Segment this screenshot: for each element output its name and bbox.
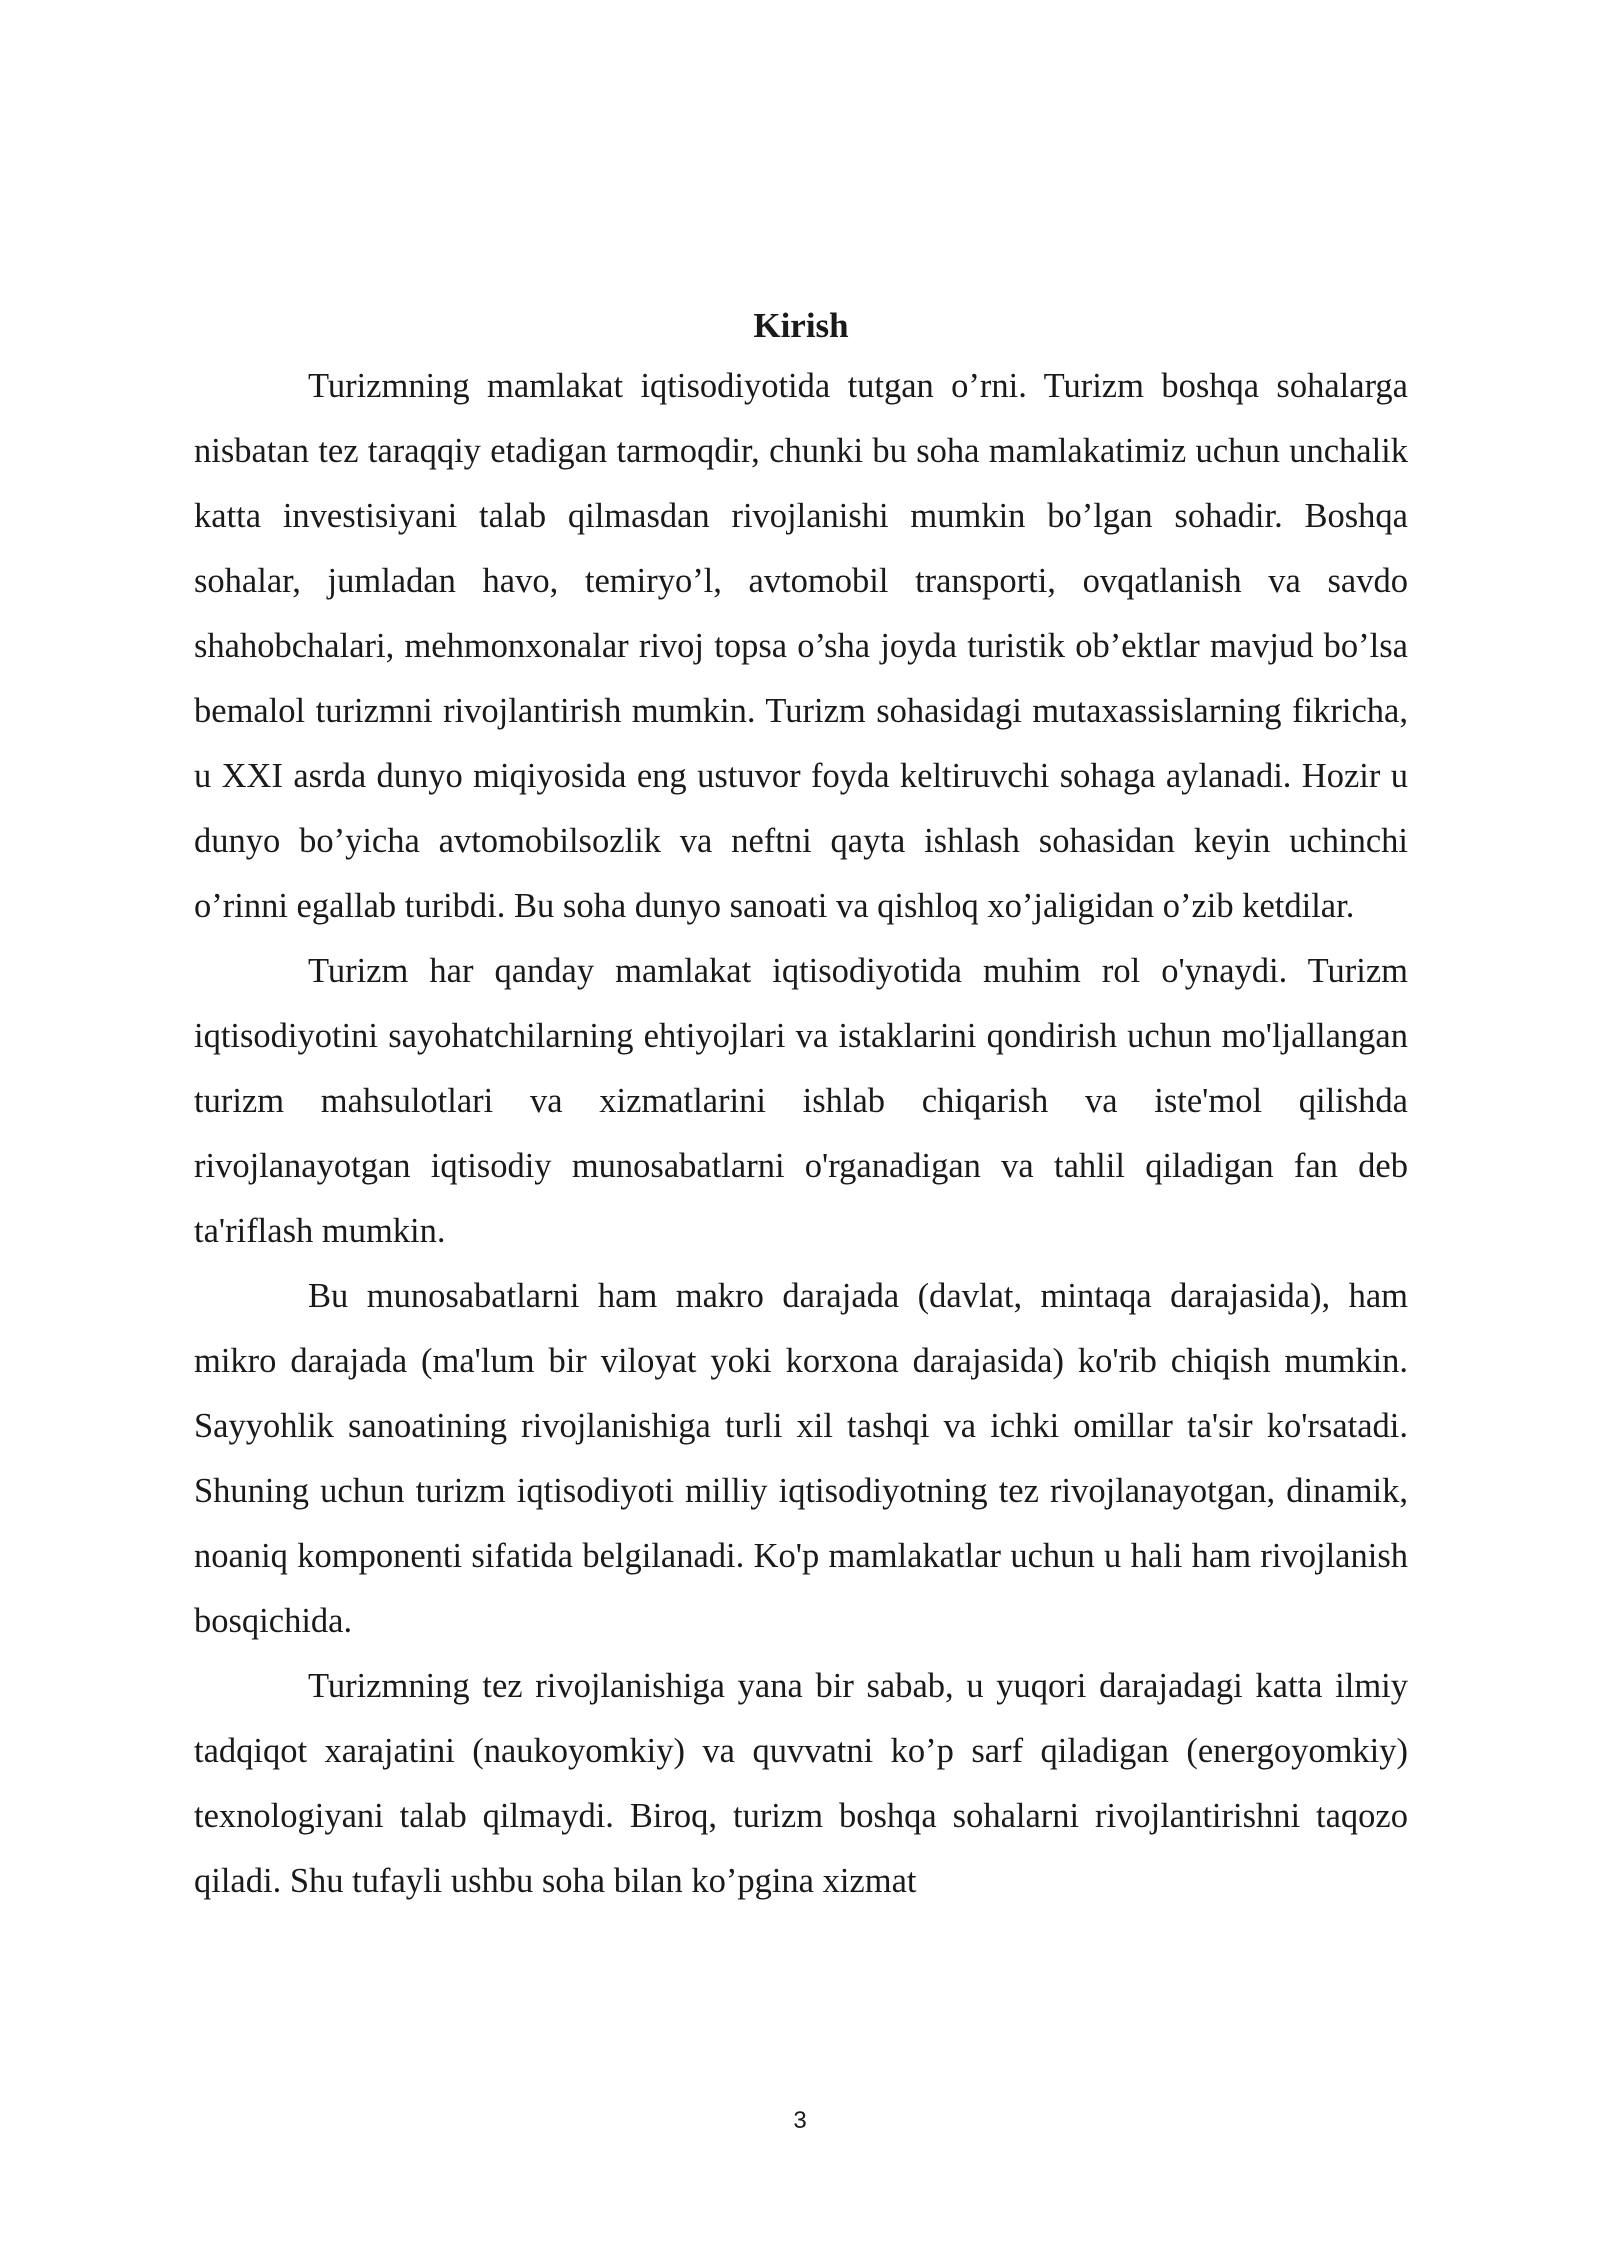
section-heading: Kirish — [753, 306, 849, 345]
page-number: 3 — [793, 2107, 807, 2134]
document-body — [194, 298, 1408, 1914]
paragraph-3: Bu munosabatlarni ham makro darajada (davlat, mintaqa darajasida), ham mikro darajada (ma'lum bir viloyat yoki korxona darajasida) ko'rib chiqish mumkin. Sayyohlik sanoatining rivojlanishiga turli xil tashqi va ichki omillar ta'sir ko'rsatadi. Shuning uchun turizm iqtisodiyoti milliy iqtisodiyotning tez rivojlanayotgan, dinamik, noaniq komponenti sifatida belgilanadi. Ko'p mamlakatlar uchun u hali ham rivojlanish bosqichida. — [194, 1277, 1408, 1640]
paragraph-4: Turizmning tez rivojlanishiga yana bir sabab, u yuqori darajadagi katta ilmiy tadqiqot xarajatini (naukoyomkiy) va quvvatni ko’p sarf qiladigan (energoyomkiy) texnologiyani talab qilmaydi. Biroq, turizm boshqa sohalarni rivojlantirishni taqozo qiladi. Shu tufayli ushbu soha bilan ko’pgina xizmat — [194, 1667, 1408, 1900]
paragraph-2: Turizm har qanday mamlakat iqtisodiyotida muhim rol o'ynaydi. Turizm iqtisodiyotini sayohatchilarning ehtiyojlari va istaklarini qondirish uchun mo'ljallangan turizm mahsulotlari va xizmatlarini ishlab chiqarish va iste'mol qilishda rivojlanayotgan iqtisodiy munosabatlarni o'rganadigan va tahlil qiladigan fan deb ta'riflash mumkin. — [194, 952, 1408, 1250]
paragraph-1: Turizmning mamlakat iqtisodiyotida tutgan o’rni. Turizm boshqa sohalarga nisbatan tez taraqqiy etadigan tarmoqdir, chunki bu soha mamlakatimiz uchun unchalik katta investisiyani talab qilmasdan rivojlanishi mumkin bo’lgan sohadir. Boshqa sohalar, jumladan havo, temiryo’l, avtomobil transporti, ovqatlanish va savdo shahobchalari, mehmonxonalar rivoj topsa o’sha joyda turistik ob’ektlar mavjud bo’lsa bemalol turizmni rivojlantirish mumkin. Turizm sohasidagi mutaxassislarning fikricha, u XXI asrda dunyo miqiyosida eng ustuvor foyda keltiruvchi sohaga aylanadi. Hozir u dunyo bo’yicha avtomobilsozlik va neftni qayta ishlash sohasidan keyin uchinchi o’rinni egallab turibdi. Bu soha dunyo sanoati va qishloq xo’jaligidan o’zib ketdilar. — [194, 367, 1408, 925]
